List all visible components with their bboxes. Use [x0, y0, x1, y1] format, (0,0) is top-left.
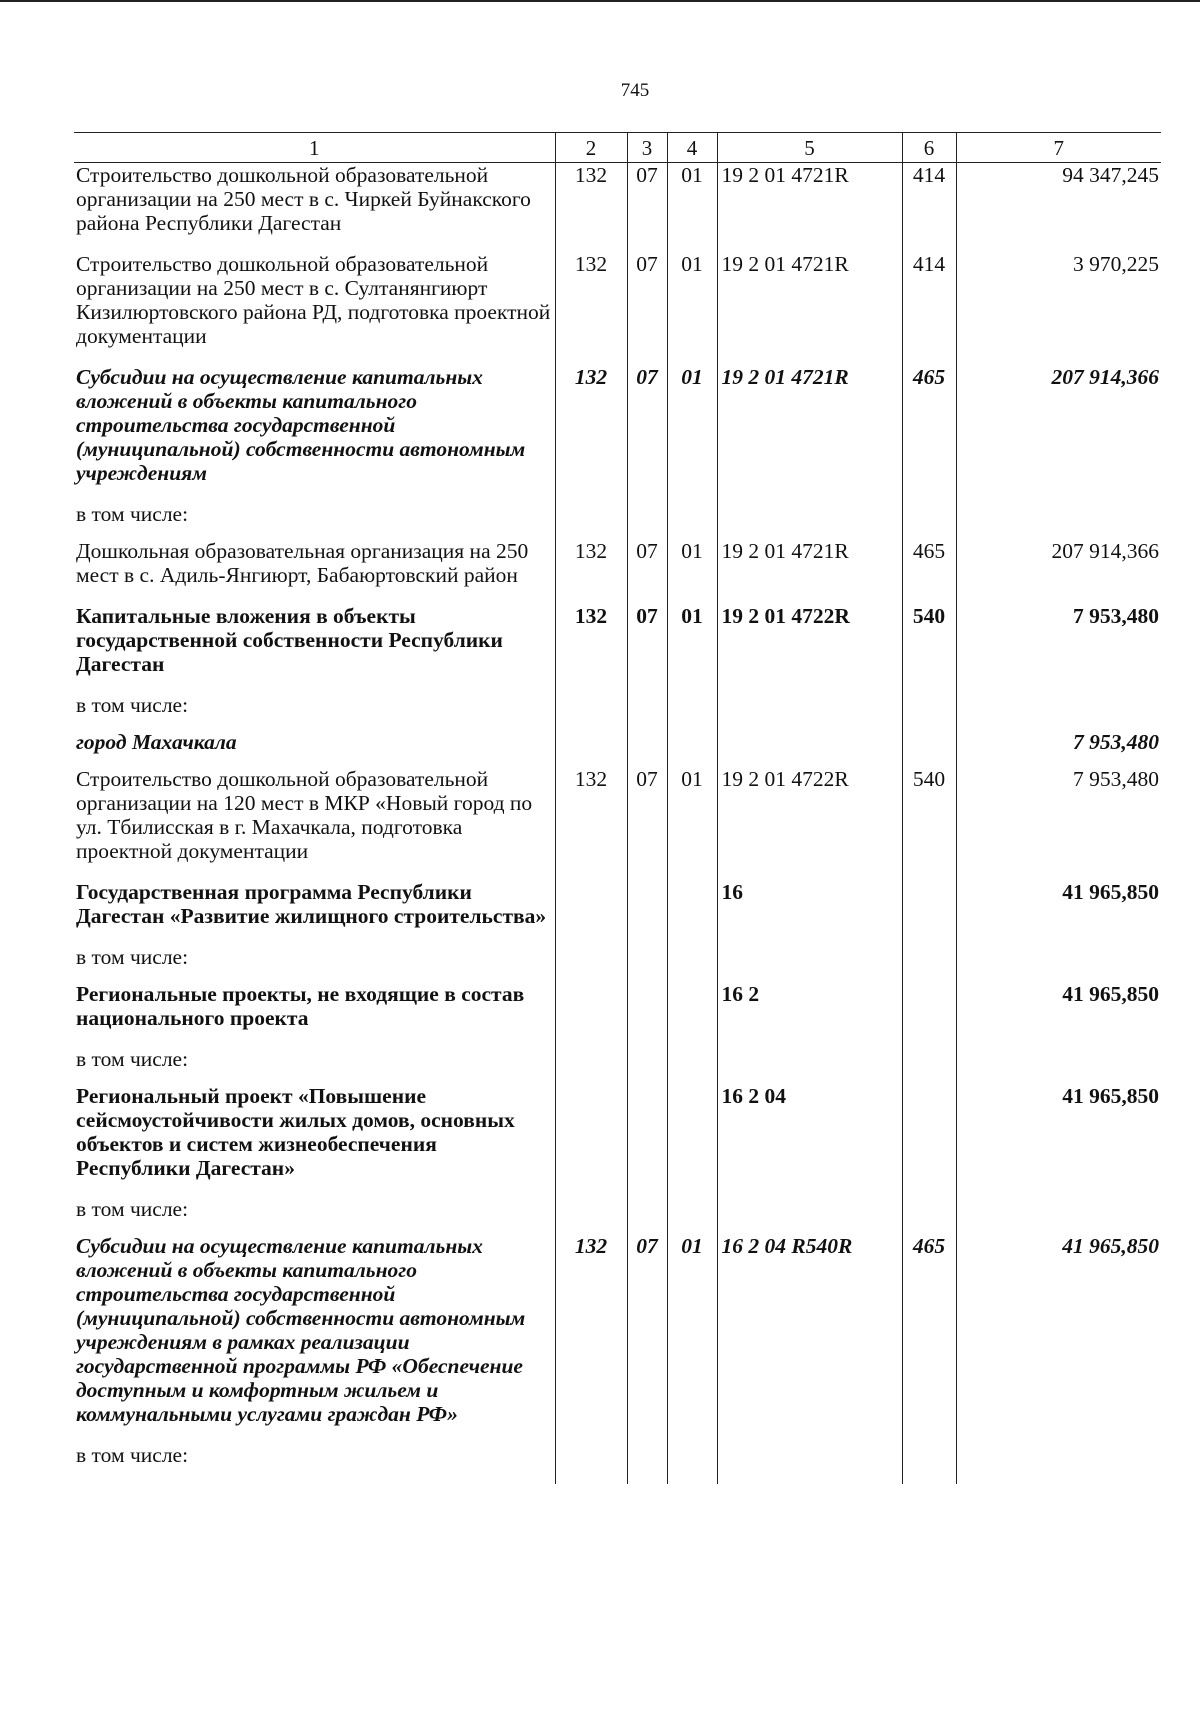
subsection-cell: 01 [667, 767, 717, 880]
expense-type-cell [902, 982, 956, 1047]
column-header: 4 [667, 133, 717, 163]
table-row [74, 1084, 1161, 1197]
table-row [74, 1443, 1161, 1484]
amount-cell: 41 965,850 [956, 1234, 1161, 1443]
expense-type-cell [902, 1197, 956, 1234]
expense-type-cell: 414 [902, 163, 956, 253]
code-cell: 132 [555, 1234, 627, 1443]
target-article-cell [717, 730, 902, 767]
target-article-cell: 19 2 01 4721R [717, 539, 902, 604]
subsection-cell: 01 [667, 365, 717, 502]
section-cell [627, 1084, 667, 1197]
target-article-cell: 19 2 01 4721R [717, 252, 902, 365]
table-row [74, 730, 1161, 767]
amount-cell: 7 953,480 [956, 730, 1161, 767]
amount-cell: 207 914,366 [956, 365, 1161, 502]
amount-cell: 7 953,480 [956, 604, 1161, 693]
target-article-cell: 16 [717, 880, 902, 945]
item-name: Государственная программа Республики Дагестан «Развитие жилищного строительства» [76, 880, 547, 928]
expense-type-cell [902, 880, 956, 945]
section-cell: 07 [627, 767, 667, 880]
subsection-cell [667, 730, 717, 767]
amount-cell [956, 1197, 1161, 1234]
expense-type-cell [902, 1047, 956, 1084]
item-name: в том числе: [76, 693, 189, 717]
item-name: в том числе: [76, 502, 189, 526]
table-row [74, 982, 1161, 1047]
section-cell: 07 [627, 163, 667, 253]
target-article-cell: 19 2 01 4722R [717, 604, 902, 693]
code-cell: 132 [555, 539, 627, 604]
code-cell [555, 880, 627, 945]
expense-type-cell: 540 [902, 604, 956, 693]
expense-type-cell: 540 [902, 767, 956, 880]
subsection-cell [667, 502, 717, 539]
table-row [74, 502, 1161, 539]
subsection-cell [667, 945, 717, 982]
item-name: Субсидии на осуществление капитальных вложений в объекты капитального строительства государственной (муниципальной) собственности автономным учреждениям [76, 365, 526, 485]
subsection-cell [667, 1047, 717, 1084]
subsection-cell: 01 [667, 539, 717, 604]
item-name: Строительство дошкольной образовательной организации на 250 мест в с. Султанянгиюрт Кизилюртовского района РД, подготовка проектной документации [76, 252, 551, 348]
item-name: в том числе: [76, 1197, 189, 1221]
code-cell [555, 1084, 627, 1197]
column-header: 6 [902, 133, 956, 163]
item-name: в том числе: [76, 945, 189, 969]
subsection-cell [667, 693, 717, 730]
section-cell: 07 [627, 604, 667, 693]
target-article-cell: 19 2 01 4722R [717, 767, 902, 880]
amount-cell [956, 1443, 1161, 1484]
amount-cell [956, 945, 1161, 982]
subsection-cell [667, 880, 717, 945]
table-row [74, 693, 1161, 730]
code-cell [555, 502, 627, 539]
item-name: в том числе: [76, 1047, 189, 1071]
code-cell [555, 1443, 627, 1484]
code-cell [555, 1047, 627, 1084]
target-article-cell: 16 2 [717, 982, 902, 1047]
item-name: Субсидии на осуществление капитальных вложений в объекты капитального строительства государственной (муниципальной) собственности автономным учреждениям в рамках реализации государственной программы РФ «Обеспечение доступным и комфортным жильем и коммунальными услугами граждан РФ» [76, 1234, 526, 1426]
code-cell [555, 945, 627, 982]
column-header: 5 [717, 133, 902, 163]
column-header: 2 [555, 133, 627, 163]
column-header: 1 [74, 133, 555, 163]
column-header: 7 [956, 133, 1161, 163]
table-row [74, 945, 1161, 982]
item-name: Дошкольная образовательная организация на 250 мест в с. Адиль-Янгиюрт, Бабаюртовский район [76, 539, 529, 587]
table-row [74, 1234, 1161, 1443]
section-cell [627, 502, 667, 539]
table-header-row [74, 133, 1161, 163]
subsection-cell: 01 [667, 604, 717, 693]
subsection-cell [667, 1084, 717, 1197]
subsection-cell [667, 982, 717, 1047]
table-row [74, 604, 1161, 693]
section-cell: 07 [627, 539, 667, 604]
section-cell [627, 1197, 667, 1234]
amount-cell: 7 953,480 [956, 767, 1161, 880]
table-row [74, 252, 1161, 365]
section-cell [627, 945, 667, 982]
amount-cell: 3 970,225 [956, 252, 1161, 365]
item-name: Региональный проект «Повышение сейсмоустойчивости жилых домов, основных объектов и систем жизнеобеспечения Республики Дагестан» [76, 1084, 515, 1180]
expense-type-cell: 414 [902, 252, 956, 365]
amount-cell: 41 965,850 [956, 1084, 1161, 1197]
subsection-cell: 01 [667, 1234, 717, 1443]
section-cell [627, 730, 667, 767]
item-name: Региональные проекты, не входящие в состав национального проекта [76, 982, 525, 1030]
section-cell [627, 693, 667, 730]
target-article-cell [717, 945, 902, 982]
expense-type-cell [902, 945, 956, 982]
column-header: 3 [627, 133, 667, 163]
section-cell [627, 1047, 667, 1084]
item-name: Капитальные вложения в объекты государственной собственности Республики Дагестан [76, 604, 503, 676]
section-cell [627, 982, 667, 1047]
code-cell: 132 [555, 252, 627, 365]
top-border-line [0, 0, 1200, 2]
amount-cell: 41 965,850 [956, 880, 1161, 945]
table-body [74, 163, 1161, 1485]
section-cell [627, 1443, 667, 1484]
expense-type-cell [902, 693, 956, 730]
code-cell: 132 [555, 767, 627, 880]
target-article-cell: 16 2 04 [717, 1084, 902, 1197]
table-row [74, 1197, 1161, 1234]
table-row [74, 539, 1161, 604]
code-cell [555, 693, 627, 730]
code-cell: 132 [555, 604, 627, 693]
subsection-cell: 01 [667, 163, 717, 253]
target-article-cell: 16 2 04 R540R [717, 1234, 902, 1443]
expense-type-cell: 465 [902, 539, 956, 604]
subsection-cell: 01 [667, 252, 717, 365]
amount-cell: 94 347,245 [956, 163, 1161, 253]
target-article-cell [717, 1443, 902, 1484]
code-cell: 132 [555, 365, 627, 502]
expense-type-cell: 465 [902, 1234, 956, 1443]
expense-type-cell: 465 [902, 365, 956, 502]
amount-cell [956, 693, 1161, 730]
code-cell [555, 730, 627, 767]
target-article-cell [717, 1197, 902, 1234]
amount-cell [956, 1047, 1161, 1084]
table-row [74, 1047, 1161, 1084]
table-row [74, 880, 1161, 945]
section-cell [627, 880, 667, 945]
table-row [74, 163, 1161, 253]
item-name: город Махачкала [76, 730, 237, 754]
amount-cell [956, 502, 1161, 539]
section-cell: 07 [627, 1234, 667, 1443]
amount-cell: 41 965,850 [956, 982, 1161, 1047]
subsection-cell [667, 1197, 717, 1234]
code-cell [555, 982, 627, 1047]
section-cell: 07 [627, 365, 667, 502]
subsection-cell [667, 1443, 717, 1484]
budget-table [74, 132, 1161, 1484]
table-row [74, 767, 1161, 880]
target-article-cell: 19 2 01 4721R [717, 163, 902, 253]
expense-type-cell [902, 1084, 956, 1197]
item-name: в том числе: [76, 1443, 189, 1467]
page-number: 745 [620, 80, 650, 101]
expense-type-cell [902, 502, 956, 539]
code-cell [555, 1197, 627, 1234]
table-row [74, 365, 1161, 502]
item-name: Строительство дошкольной образовательной организации на 120 мест в МКР «Новый город по ул. Тбилисская в г. Махачкала, подготовка проектной документации [76, 767, 533, 863]
target-article-cell [717, 693, 902, 730]
target-article-cell [717, 1047, 902, 1084]
expense-type-cell [902, 1443, 956, 1484]
item-name: Строительство дошкольной образовательной организации на 250 мест в с. Чиркей Буйнакского района Республики Дагестан [76, 163, 531, 235]
code-cell: 132 [555, 163, 627, 253]
section-cell: 07 [627, 252, 667, 365]
target-article-cell [717, 502, 902, 539]
target-article-cell: 19 2 01 4721R [717, 365, 902, 502]
amount-cell: 207 914,366 [956, 539, 1161, 604]
expense-type-cell [902, 730, 956, 767]
